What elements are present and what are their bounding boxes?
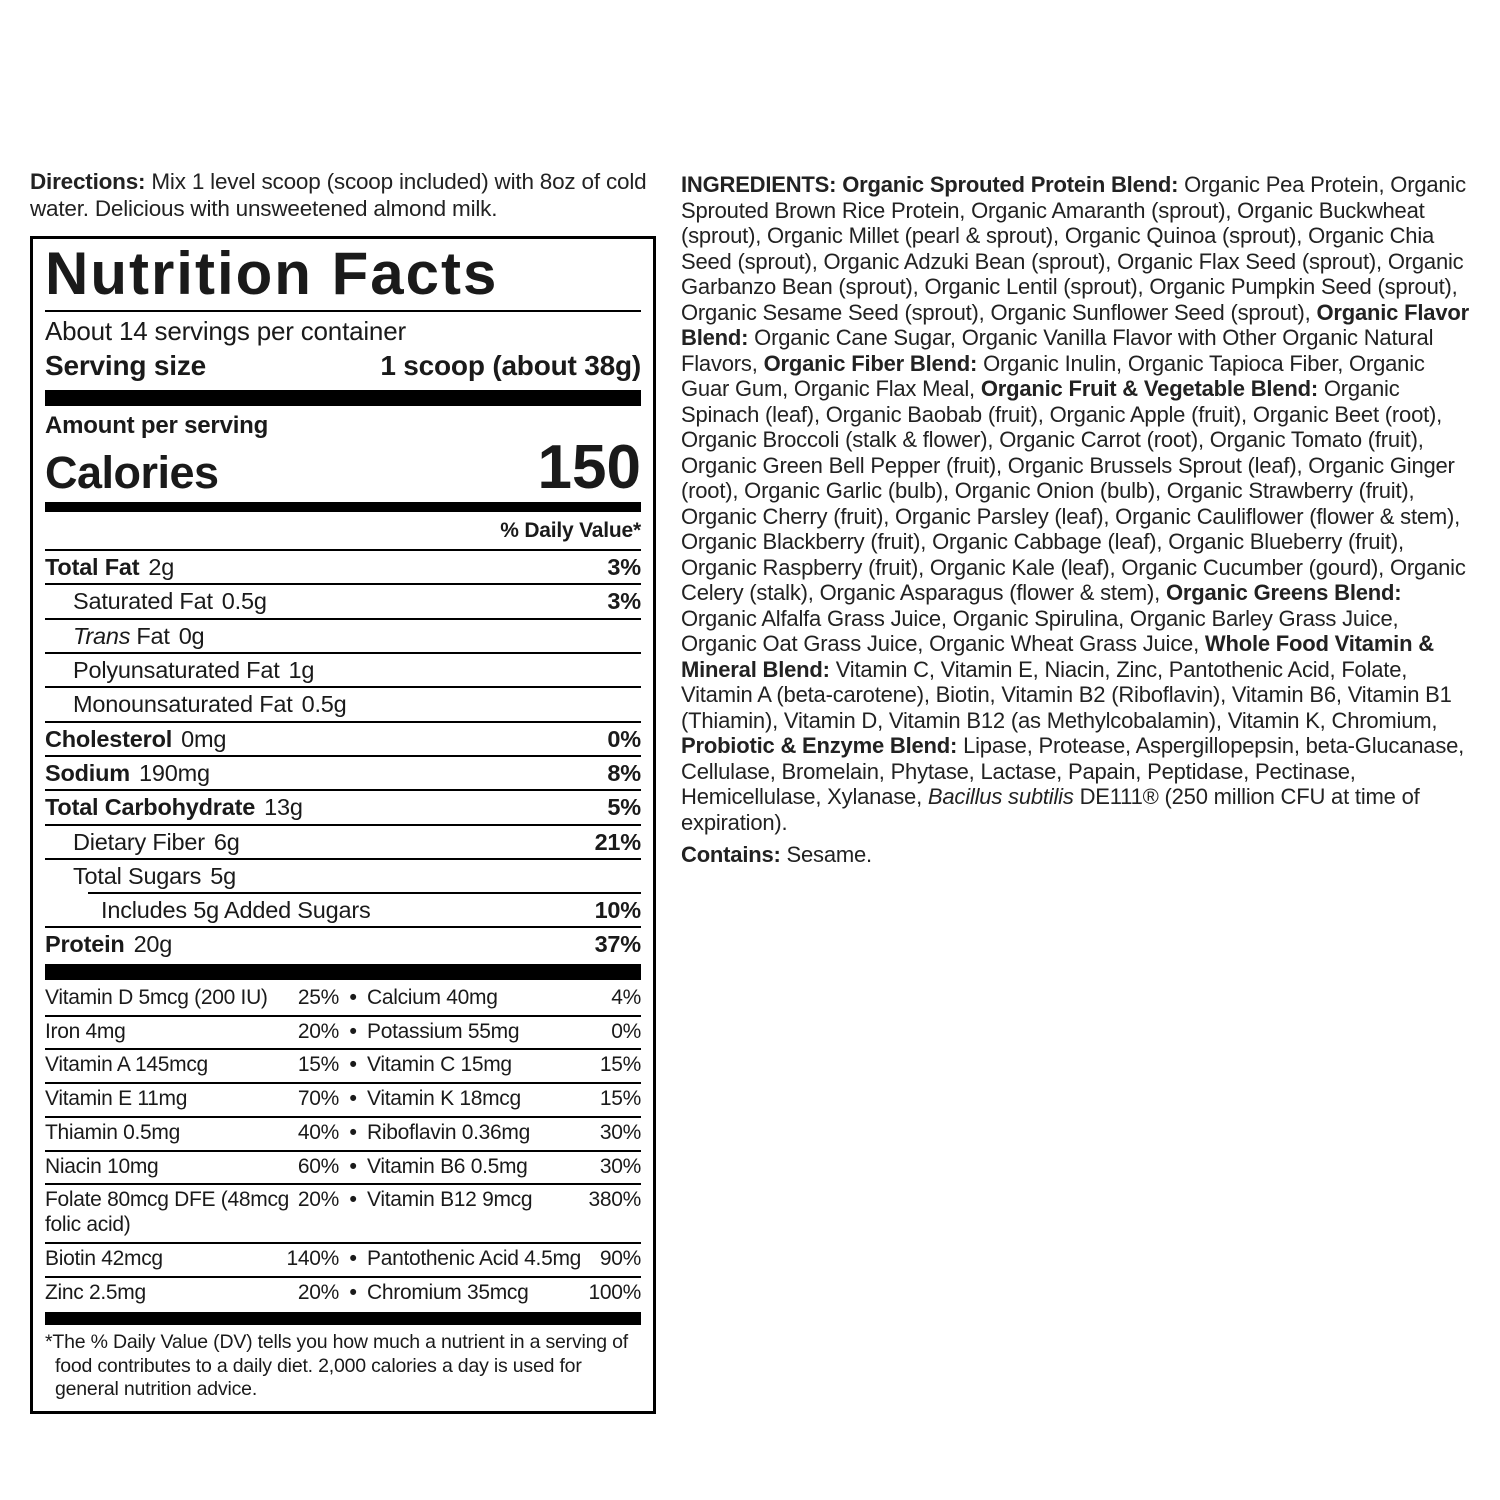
- micro-left-name: Iron 4mg: [45, 1019, 126, 1043]
- nutrient-name: Includes 5g Added Sugars: [101, 897, 371, 924]
- micro-left-dv: 140%: [286, 1246, 339, 1270]
- directions-label: Directions:: [30, 169, 146, 194]
- micro-right-dv: 15%: [599, 1087, 641, 1111]
- micro-left-dv: 15%: [297, 1053, 339, 1077]
- micro-right-dv: 15%: [599, 1053, 641, 1077]
- micro-right-name: Pantothenic Acid 4.5mg: [367, 1246, 582, 1270]
- micro-left-dv: 25%: [297, 985, 339, 1009]
- micro-right-name: Potassium 55mg: [367, 1019, 520, 1043]
- nutrient-row-total-fat: [45, 549, 641, 583]
- nutrient-name: Total Sugars: [73, 862, 202, 889]
- nutrient-row-sodium: [45, 755, 641, 789]
- micro-left-dv: 20%: [297, 1280, 339, 1304]
- serving-size-value: 1 scoop (about 38g): [380, 349, 641, 381]
- bullet-separator: •: [349, 1246, 357, 1270]
- contains-statement: [681, 842, 1473, 868]
- micro-left-dv: 40%: [297, 1120, 339, 1144]
- micro-right-name: Vitamin B12 9mcg: [367, 1188, 533, 1212]
- micro-left-dv: 60%: [297, 1154, 339, 1178]
- bullet-separator: •: [349, 1120, 357, 1144]
- nutrient-amount: 0.5g: [301, 691, 347, 718]
- nutrient-name: Protein: [45, 931, 125, 958]
- thick-separator-bar: [45, 964, 641, 980]
- nutrient-dv: 3%: [607, 588, 641, 615]
- nutrient-amount: 1g: [288, 656, 315, 683]
- nutrient-dv: 5%: [607, 794, 641, 821]
- ingredients-paragraph: INGREDIENTS: Organic Sprouted Protein Blend: Organic Pea Protein, Organic Sprouted Brown Rice Protein, Organic Amaranth (sprout), Organic Buckwheat (sprout), Organic Millet (pearl & sprout), Organic Quinoa (sprout), Organic Chia Seed (sprout), Organic Adzuki Bean (sprout), Organic Flax Seed (sprout), Organic Garbanzo Bean (sprout), Organic Lentil (sprout), Organic Pumpkin Seed (sprout), Organic Sesame Seed (sprout), Organic Sunflower Seed (sprout), Organic Flavor Blend: Organic Cane Sugar, Organic Vanilla Flavor with Other Organic Natural Flavors, Organic Fiber Blend: Organic Inulin, Organic Tapioca Fiber, Organic Guar Gum, Organic Flax Meal, Organic Fruit & Vegetable Blend: Organic Spinach (leaf), Organic Baobab (fruit), Organic Apple (fruit), Organic Beet (root), Organic Broccoli (stalk & flower), Organic Carrot (root), Organic Tomato (fruit), Organic Green Bell Pepper (fruit), Organic Brussels Sprout (leaf), Organic Ginger (root), Organic Garlic (bulb), Organic Onion (bulb), Organic Strawberry (fruit), Organic Cherry (fruit), Organic Parsley (leaf), Organic Cauliflower (flower & stem), Organic Blackberry (fruit), Organic Cabbage (leaf), Organic Blueberry (fruit), Organic Raspberry (fruit), Organic Kale (leaf), Organic Cucumber (gourd), Organic Celery (stalk), Organic Asparagus (flower & stem), Organic Greens Blend: Organic Alfalfa Grass Juice, Organic Spirulina, Organic Barley Grass Juice, Organic Oat Grass Juice, Organic Wheat Grass Juice, Whole Food Vitamin & Mineral Blend: Vitamin C, Vitamin E, Niacin, Zinc, Pantothenic Acid, Folate, Vitamin A (beta-carotene), Biotin, Vitamin B2 (Riboflavin), Vitamin B6, Vitamin B1 (Thiamin), Vitamin D, Vitamin B12 (as Methylcobalamin), Vitamin K, Chromium, Probiotic & Enzyme Blend: Lipase, Protease, Aspergillopepsin, beta-Glucanase, Cellulase, Bromelain, Phytase, Lactase, Papain, Peptidase, Pectinase, Hemicellulase, Xylanase, Bacillus subtilis DE111® (250 million CFU at time of expiration).: [681, 172, 1469, 835]
- thick-separator-bar: [45, 390, 641, 406]
- micronutrient-row: [45, 1276, 641, 1310]
- micro-left-name: Zinc 2.5mg: [45, 1280, 146, 1304]
- nutrient-name: Monounsaturated Fat: [73, 691, 293, 718]
- nutrient-name: Sodium: [45, 759, 130, 786]
- micro-left-name: Niacin 10mg: [45, 1154, 159, 1178]
- nutrition-facts-panel: [30, 236, 656, 1414]
- micro-left-dv: 20%: [297, 1019, 339, 1043]
- nutrient-row-total-sugars: [45, 858, 641, 892]
- nutrient-row-cholesterol: [45, 721, 641, 755]
- nutrient-amount: 0.5g: [221, 588, 267, 615]
- ingredients-section: [681, 172, 1473, 868]
- nutrient-row-added-sugars: [88, 892, 641, 926]
- calories-label: Calories: [45, 447, 219, 499]
- directions-body: Mix 1 level scoop (scoop included) with 8oz of cold water. Delicious with unsweetened almond milk.: [30, 169, 647, 222]
- amount-per-serving-label: Amount per serving: [45, 411, 269, 439]
- nutrient-name: Fat: [136, 622, 170, 649]
- contains-text: Sesame.: [780, 842, 872, 868]
- nutrient-row-polyunsaturated-fat: [45, 652, 641, 686]
- nutrient-row-total-carbohydrate: [45, 789, 641, 823]
- nutrient-amount: 0g: [178, 622, 205, 649]
- nutrient-amount: 20g: [133, 931, 173, 958]
- nutrient-row-protein: [45, 926, 641, 960]
- micronutrient-table: [45, 980, 641, 1310]
- micro-left-name: Vitamin A 145mcg: [45, 1053, 208, 1077]
- micro-right-name: Vitamin K 18mcg: [367, 1087, 521, 1111]
- micro-left-name: Vitamin E 11mg: [45, 1087, 188, 1111]
- medium-separator-bar: [45, 502, 641, 512]
- nutrient-amount: 0mg: [181, 725, 227, 752]
- nutrient-name: Cholesterol: [45, 725, 173, 752]
- nutrient-name: Saturated Fat: [73, 588, 213, 615]
- bullet-separator: •: [349, 985, 357, 1009]
- micro-right-dv: 30%: [599, 1154, 641, 1178]
- nutrition-facts-title: Nutrition Facts: [45, 242, 641, 312]
- nutrient-amount: 13g: [264, 794, 303, 821]
- micro-right-dv: 4%: [611, 985, 641, 1009]
- micro-left-dv: 20%: [297, 1188, 339, 1212]
- nutrient-row-dietary-fiber: [45, 824, 641, 858]
- contains-label: Contains:: [681, 842, 781, 868]
- serving-size-label: Serving size: [45, 349, 207, 381]
- bullet-separator: •: [349, 1053, 357, 1077]
- nutrient-dv: 3%: [607, 554, 641, 580]
- serving-size-row: [45, 348, 641, 383]
- micronutrient-row: [45, 1048, 641, 1082]
- micro-right-dv: 380%: [588, 1188, 641, 1212]
- bullet-separator: •: [349, 1154, 357, 1178]
- micronutrient-row: [45, 1242, 641, 1276]
- nutrient-dv: 10%: [594, 897, 641, 924]
- micro-left-name: Folate 80mcg DFE (48mcg folic acid): [45, 1188, 290, 1237]
- servings-per-container: About 14 servings per container: [45, 315, 406, 346]
- micronutrient-row: [45, 980, 641, 1015]
- bullet-separator: •: [349, 1019, 357, 1043]
- daily-value-footnote: *The % Daily Value (DV) tells you how much a nutrient in a serving of food contributes to a daily diet. 2,000 calories a day is used for general nutrition advice.: [45, 1331, 629, 1401]
- nutrient-name: Dietary Fiber: [73, 828, 205, 855]
- micronutrient-row: [45, 1150, 641, 1184]
- nutrient-name: Polyunsaturated Fat: [73, 656, 280, 683]
- thin-separator-bar: [45, 1312, 641, 1325]
- micronutrient-row: [45, 1015, 641, 1049]
- micronutrient-row: [45, 1183, 641, 1242]
- micro-right-name: Vitamin B6 0.5mg: [367, 1154, 528, 1178]
- nutrient-name-italic: Trans: [73, 622, 131, 649]
- micro-left-name: Vitamin D 5mcg (200 IU): [45, 985, 268, 1009]
- nutrient-row-trans-fat: [45, 618, 641, 652]
- micro-right-dv: 0%: [611, 1019, 641, 1043]
- micro-right-dv: 30%: [599, 1120, 641, 1144]
- nutrient-dv: 8%: [607, 759, 641, 786]
- nutrient-amount: 2g: [148, 554, 175, 580]
- daily-value-header: % Daily Value*: [500, 519, 641, 542]
- micro-right-name: Vitamin C 15mg: [367, 1053, 512, 1077]
- bullet-separator: •: [349, 1188, 357, 1212]
- nutrient-row-saturated-fat: [45, 583, 641, 617]
- nutrient-dv: 37%: [594, 931, 641, 958]
- micro-right-name: Riboflavin 0.36mg: [367, 1120, 530, 1144]
- nutrient-name: Total Carbohydrate: [45, 794, 256, 821]
- micro-left-name: Biotin 42mcg: [45, 1246, 163, 1270]
- nutrient-amount: 5g: [210, 862, 236, 889]
- bullet-separator: •: [349, 1280, 357, 1304]
- calories-row: [45, 433, 641, 503]
- calories-value: 150: [537, 433, 641, 503]
- nutrient-row-monounsaturated-fat: [45, 686, 641, 720]
- micronutrient-row: [45, 1116, 641, 1150]
- directions-text: [30, 168, 682, 223]
- nutrient-dv: 21%: [594, 828, 641, 855]
- micro-left-dv: 70%: [297, 1087, 339, 1111]
- micro-right-name: Calcium 40mg: [367, 985, 498, 1009]
- micro-left-name: Thiamin 0.5mg: [45, 1120, 180, 1144]
- nutrient-dv: 0%: [607, 725, 641, 752]
- nutrient-amount: 190mg: [138, 759, 210, 786]
- micronutrient-row: [45, 1082, 641, 1116]
- micro-right-dv: 90%: [599, 1246, 641, 1270]
- nutrient-amount: 6g: [213, 828, 240, 855]
- micro-right-dv: 100%: [588, 1280, 641, 1304]
- bullet-separator: •: [349, 1087, 357, 1111]
- micro-right-name: Chromium 35mcg: [367, 1280, 529, 1304]
- nutrient-name: Total Fat: [45, 554, 140, 580]
